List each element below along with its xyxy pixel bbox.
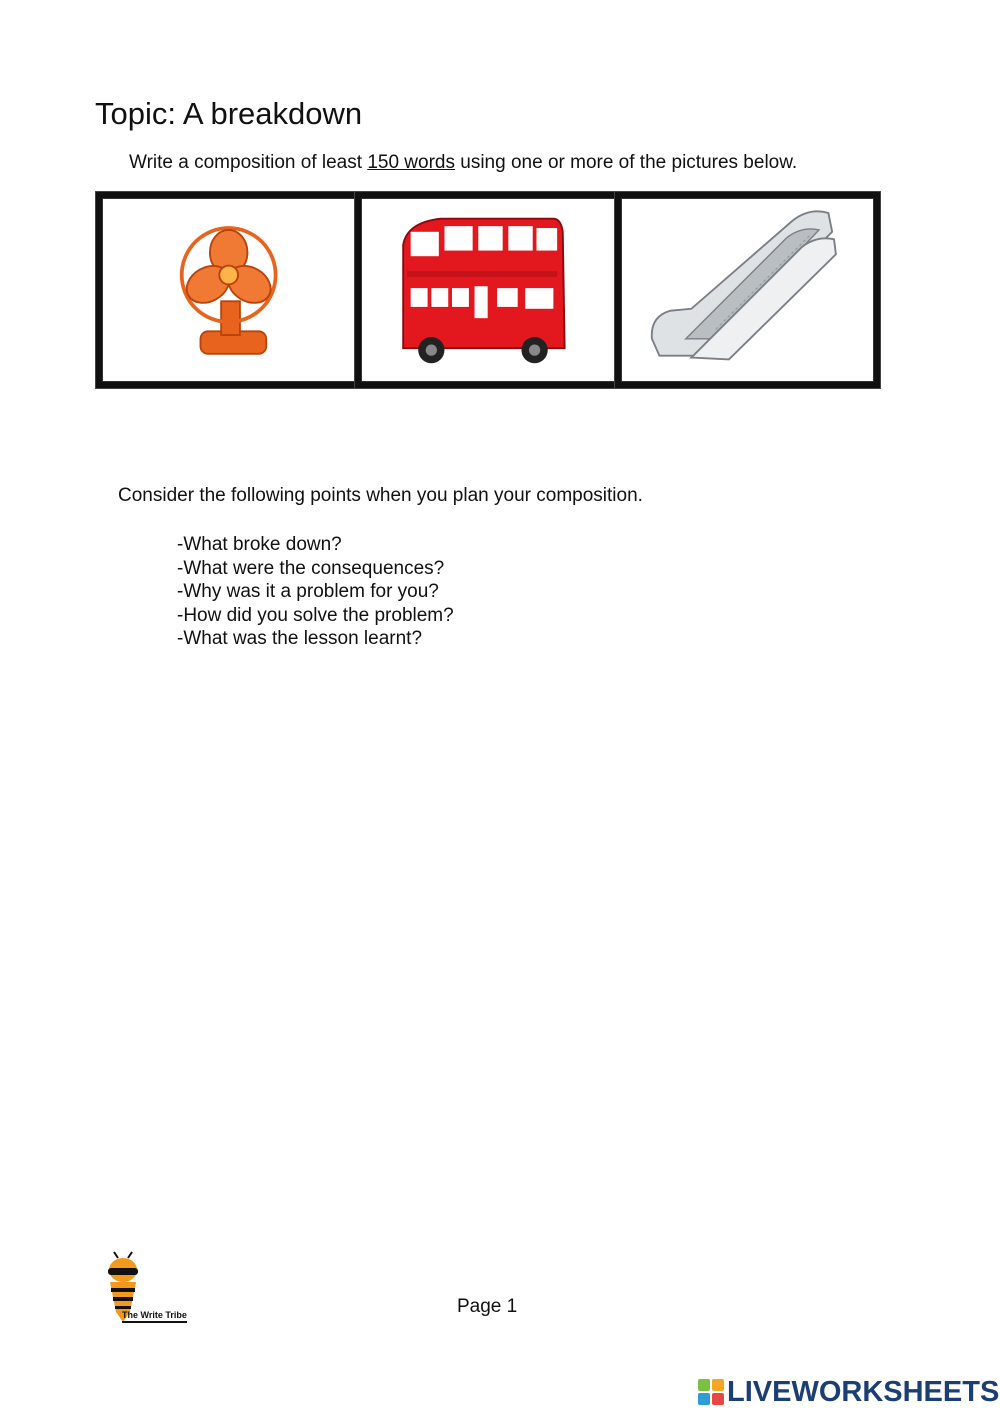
list-item: -What was the lesson learnt?: [177, 628, 423, 649]
electric-fan-icon: [102, 198, 355, 382]
double-decker-bus-icon: [361, 198, 614, 382]
logo-text: The Write Tribe: [122, 1310, 187, 1323]
instruction-text: [129, 152, 797, 174]
liveworksheets-logo: [698, 1375, 999, 1409]
liveworksheets-squares-icon: [698, 1379, 724, 1405]
page-number: Page 1: [457, 1296, 518, 1317]
instruction-word-count: 150 words: [367, 152, 455, 173]
instruction-after: using one or more of the pictures below.: [454, 152, 798, 173]
picture-panel-escalator: [615, 192, 880, 388]
list-item: -Why was it a problem for you?: [177, 581, 439, 602]
picture-strip: [96, 192, 880, 388]
planning-points: [177, 533, 454, 651]
instruction-before: Write a composition of least: [129, 152, 368, 173]
list-item: -How did you solve the problem?: [177, 604, 454, 626]
list-item: -What broke down?: [177, 534, 342, 555]
planning-prompt: Consider the following points when you plan your composition.: [118, 485, 643, 506]
escalator-icon: [621, 198, 874, 382]
picture-panel-fan: [96, 192, 361, 388]
picture-panel-bus: [355, 192, 620, 388]
liveworksheets-wordmark: LIVEWORKSHEETS: [727, 1375, 1000, 1408]
page-title: Topic: A breakdown: [95, 96, 363, 131]
list-item: -What were the consequences?: [177, 557, 445, 579]
